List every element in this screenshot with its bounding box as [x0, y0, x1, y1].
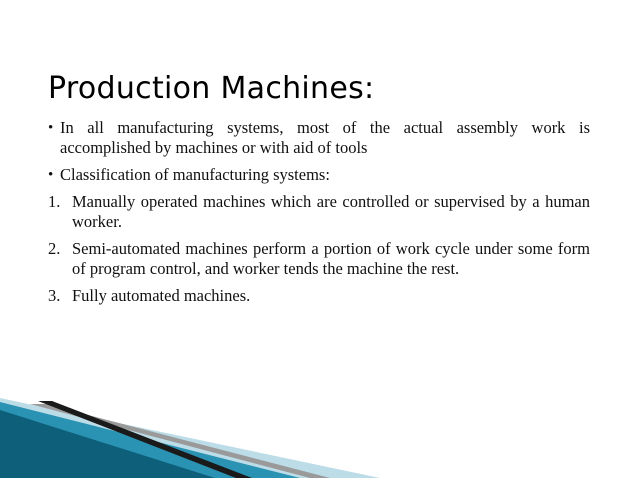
bullet-icon: •	[48, 120, 54, 136]
numbered-text: Semi-automated machines perform a portion of work cycle under some form of program control, and worker tends the machine the rest.	[72, 239, 590, 278]
slide-title: Production Machines:	[48, 71, 375, 106]
item-number: 1.	[48, 192, 61, 211]
bullet-text: Classification of manufacturing systems:	[60, 165, 330, 184]
numbered-item	[48, 192, 590, 232]
numbered-text: Manually operated machines which are controlled or supervised by a human worker.	[72, 192, 590, 231]
numbered-item	[48, 239, 590, 279]
bullet-item	[48, 165, 590, 185]
bullet-text: In all manufacturing systems, most of the actual assembly work is accomplished by machines or with aid of tools	[60, 118, 590, 157]
numbered-text: Fully automated machines.	[72, 286, 251, 305]
bullet-icon: •	[48, 167, 54, 183]
bullet-item	[48, 118, 590, 158]
slide-body	[48, 118, 590, 313]
item-number: 2.	[48, 239, 61, 258]
item-number: 3.	[48, 286, 61, 305]
numbered-item	[48, 286, 590, 306]
